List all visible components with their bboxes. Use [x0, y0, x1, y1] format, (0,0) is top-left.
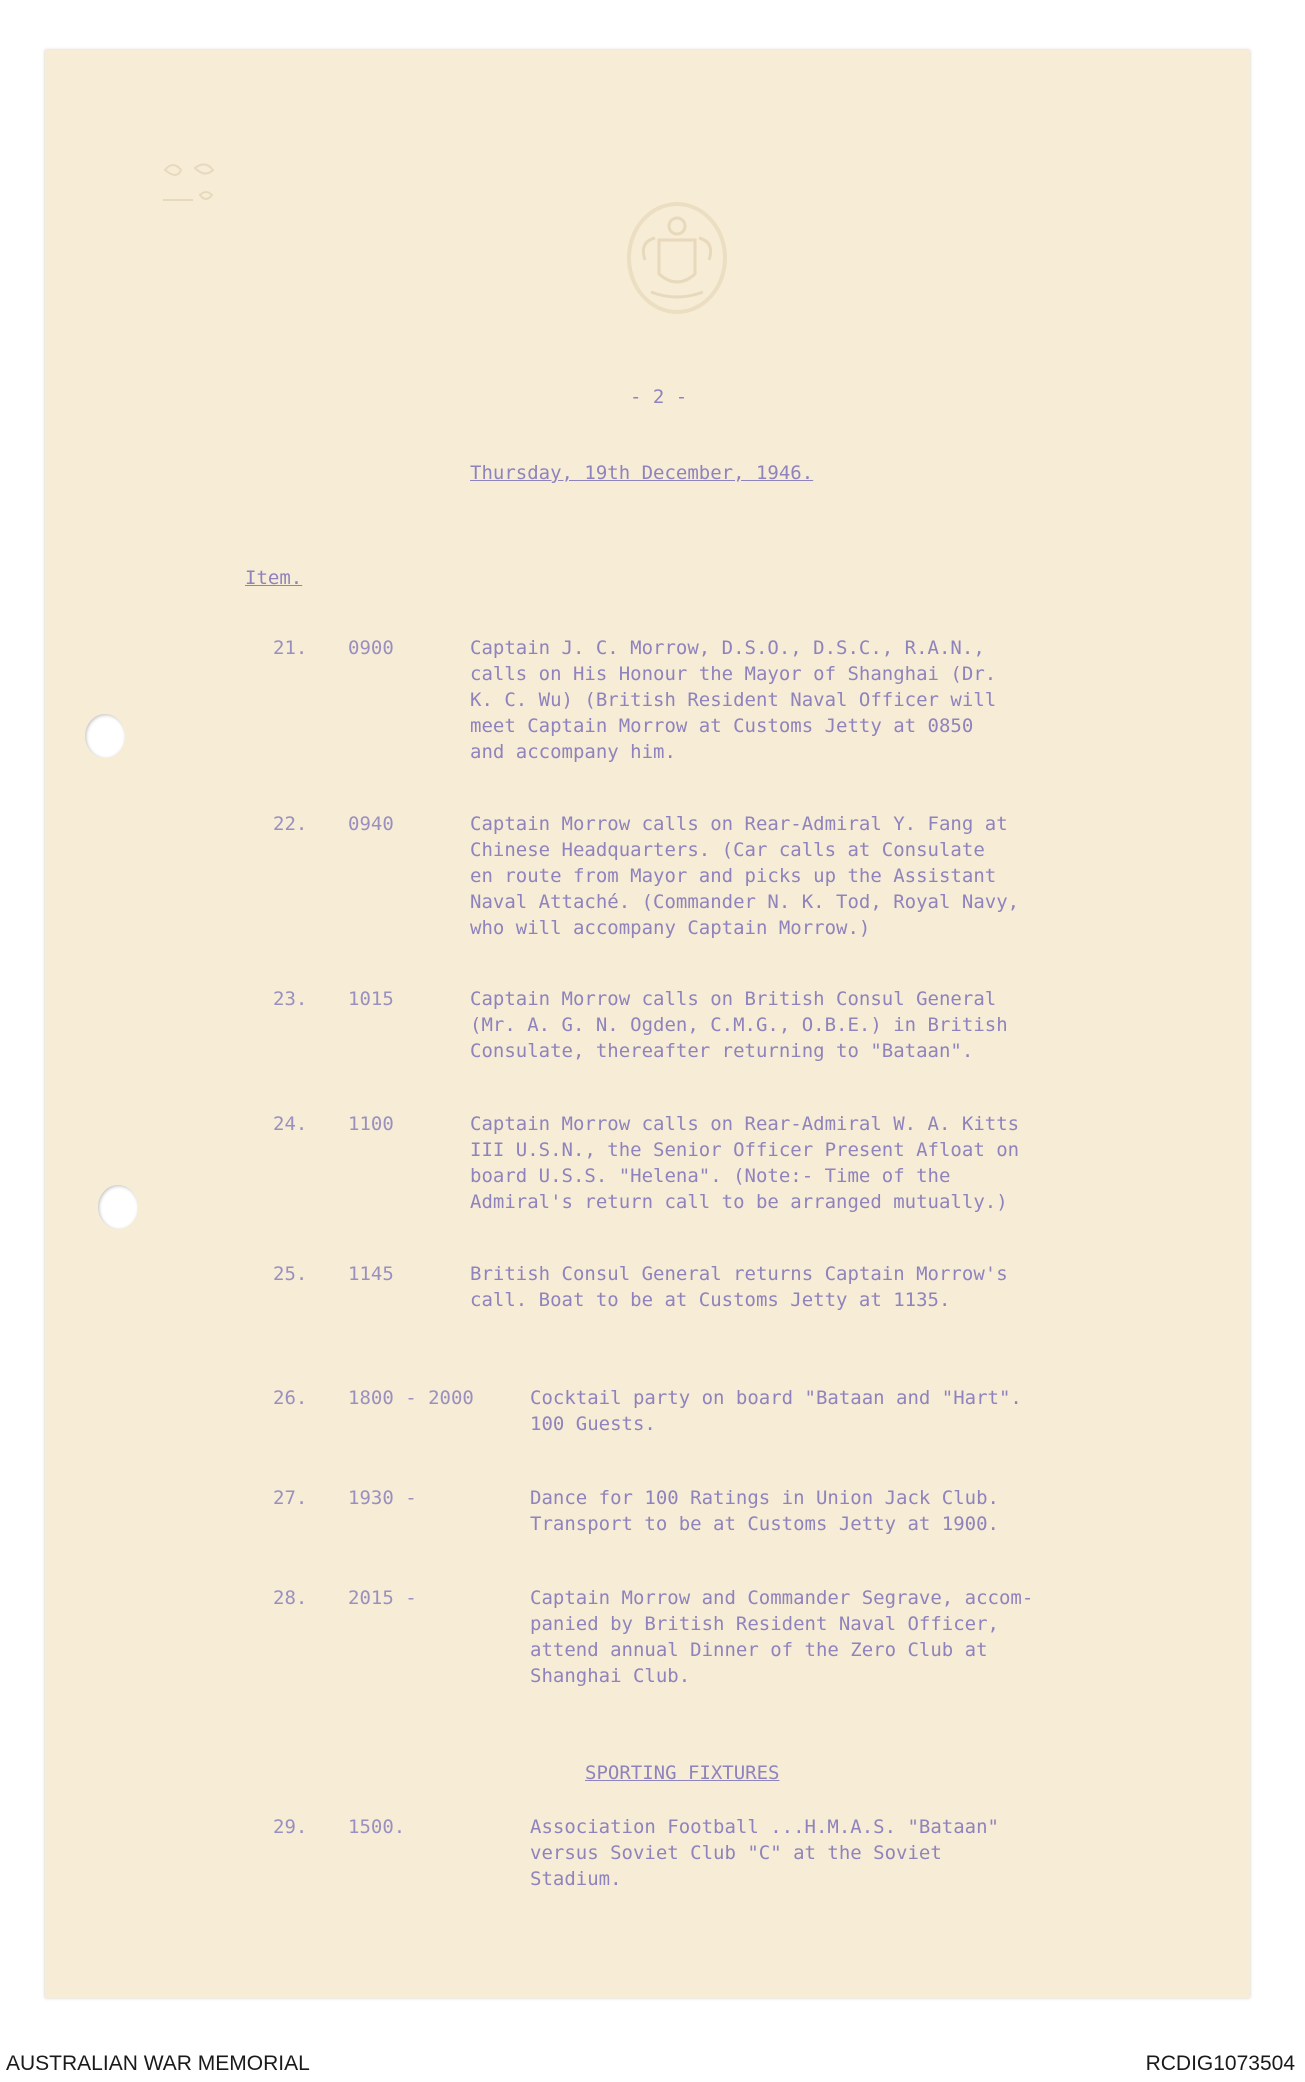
- item-description: Cocktail party on board "Bataan and "Hart". 100 Guests.: [530, 1387, 1022, 1435]
- item-description: Dance for 100 Ratings in Union Jack Club. Transport to be at Customs Jetty at 1900.: [530, 1487, 999, 1535]
- item-number: 23.: [273, 988, 308, 1010]
- item-description: Captain Morrow calls on Rear-Admiral Y. Fang at Chinese Headquarters. (Car calls at Consulate en route from Mayor and picks up the Assistant Naval Attaché. (Commander N. K. Tod, Royal Navy, who will accompany Captain Morrow.): [470, 813, 1020, 939]
- coat-of-arms-seal: [625, 200, 730, 315]
- item-number: 26.: [273, 1387, 308, 1409]
- item-description: Captain Morrow and Commander Segrave, accom- panied by British Resident Naval Officer, attend annual Dinner of the Zero Club at Shanghai Club.: [530, 1587, 1034, 1687]
- document-page: [45, 50, 1250, 1998]
- item-time: 0940: [348, 813, 394, 835]
- punch-hole-top: [85, 714, 125, 758]
- footer-source-label: AUSTRALIAN WAR MEMORIAL: [6, 2052, 310, 2075]
- emboss-mark: [155, 150, 265, 240]
- item-description: Association Football ...H.M.A.S. "Bataan" versus Soviet Club "C" at the Soviet Stadium.: [530, 1816, 999, 1890]
- item-number: 22.: [273, 813, 308, 835]
- date-heading: Thursday, 19th December, 1946.: [470, 462, 814, 484]
- item-number: 29.: [273, 1816, 308, 1838]
- sporting-fixtures-heading: SPORTING FIXTURES: [585, 1762, 780, 1784]
- item-number: 25.: [273, 1263, 308, 1285]
- item-column-header: Item.: [245, 567, 303, 589]
- item-number: 28.: [273, 1587, 308, 1609]
- item-time: 1930 -: [348, 1487, 417, 1509]
- item-number: 21.: [273, 637, 308, 659]
- item-time: 1145: [348, 1263, 394, 1285]
- footer-catalogue-id: RCDIG1073504: [1145, 2052, 1295, 2075]
- item-description: Captain Morrow calls on British Consul General (Mr. A. G. N. Ogden, C.M.G., O.B.E.) in British Consulate, thereafter returning to "Bataan".: [470, 988, 1008, 1062]
- item-time: 0900: [348, 637, 394, 659]
- item-description: Captain J. C. Morrow, D.S.O., D.S.C., R.A.N., calls on His Honour the Mayor of Shanghai (Dr. K. C. Wu) (British Resident Naval Officer will meet Captain Morrow at Customs Jetty at 0850 and accompany him.: [470, 637, 997, 763]
- item-time: 1800 - 2000: [348, 1387, 474, 1409]
- item-time: 1015: [348, 988, 394, 1010]
- item-time: 1500.: [348, 1816, 406, 1838]
- page-number: - 2 -: [630, 386, 688, 408]
- item-description: Captain Morrow calls on Rear-Admiral W. A. Kitts III U.S.N., the Senior Officer Present Afloat on board U.S.S. "Helena". (Note:- Time of the Admiral's return call to be arranged mutually.): [470, 1113, 1020, 1213]
- item-description: British Consul General returns Captain Morrow's call. Boat to be at Customs Jetty at 1135.: [470, 1263, 1008, 1311]
- punch-hole-bottom: [98, 1185, 138, 1229]
- item-number: 27.: [273, 1487, 308, 1509]
- item-time: 2015 -: [348, 1587, 417, 1609]
- item-number: 24.: [273, 1113, 308, 1135]
- item-time: 1100: [348, 1113, 394, 1135]
